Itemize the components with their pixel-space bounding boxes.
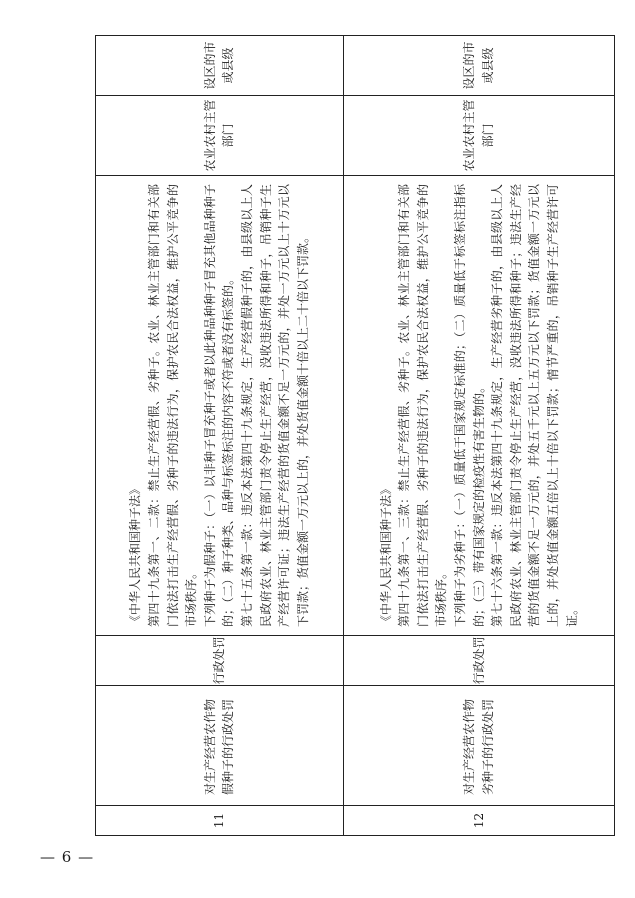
level-label: 设区的市或县级	[202, 41, 236, 90]
enforcement-level	[96, 36, 344, 96]
item-type	[96, 636, 344, 686]
basis-paragraph: 第四十九条第一、三款：禁止生产经营假、劣种子。农业、林业主管部门和有关部门依法打击生产经营假、劣种子的违法行为，保护农民合法权益，维护公平竞争的市场秩序。	[397, 184, 449, 627]
responsible-department	[343, 96, 614, 176]
basis-paragraph: 第七十五条第一款：违反本法第四十九条规定，生产经营假种子的，由县级以上人民政府农业、林业主管部门责令停止生产经营，没收违法所得和种子，吊销种子生产经营许可证；违法生产经营的货值金额不足一万元的，并处一万元以上十万元以下罚款；货值金额一万元以上的，并处货值金额十倍以上二十倍以下罚款。	[240, 184, 310, 627]
rotated-page-content	[95, 36, 615, 836]
item-name: 对生产经营农作物假种子的行政处罚	[96, 686, 344, 806]
item-name: 对生产经营农作物劣种子的行政处罚	[343, 686, 614, 806]
basis-paragraph: 第七十六条第一款：违反本法第四十九条规定，生产经营劣种子的，由县级以上人民政府农业、林业主管部门责令停止生产经营，没收违法所得和种子；违法生产经营的货值金额不足一万元的，并处五千元以上五万元以下罚款；货值金额一万元以上的，并处货值金额五倍以上十倍以下罚款；情节严重的，吊销种子生产经营许可证。	[490, 184, 579, 627]
legal-basis	[96, 176, 344, 636]
department-label: 农业农村主管部门	[462, 99, 495, 172]
basis-paragraph: 下列种子为假种子：（一）以非种子冒充种子或者以此种品种种子冒充其他品种种子的；（二）种子种类、品种与标签标注的内容不符或者没有标签的。	[202, 184, 236, 627]
page-number: — 6 —	[40, 848, 95, 866]
table-row	[343, 36, 614, 836]
basis-paragraph: 第四十九条第一、二款：禁止生产经营假、劣种子。农业、林业主管部门和有关部门依法打击生产经营假、劣种子的违法行为，保护农民合法权益，维护公平竞争的市场秩序。	[147, 184, 199, 627]
department-label: 农业农村主管部门	[202, 99, 236, 172]
enforcement-level	[343, 36, 614, 96]
law-title: 《中华人民共和国种子法》	[128, 482, 143, 627]
basis-paragraph: 下列种子为劣种子：（一）质量低于国家规定标准的；（二）质量低于标签标注指标的；（三）带有国家规定的检疫性有害生物的。	[453, 184, 486, 627]
row-number: 12	[343, 806, 614, 836]
level-label: 设区的市或县级	[462, 41, 495, 90]
administrative-penalty-table	[95, 35, 615, 836]
responsible-department	[96, 96, 344, 176]
item-type-label: 行政处罚	[212, 636, 227, 685]
row-number: 11	[96, 806, 344, 836]
table-row	[96, 36, 344, 836]
item-type-label: 行政处罚	[471, 636, 486, 685]
legal-basis	[343, 176, 614, 636]
law-title: 《中华人民共和国种子法》	[378, 482, 393, 627]
item-type	[343, 636, 614, 686]
